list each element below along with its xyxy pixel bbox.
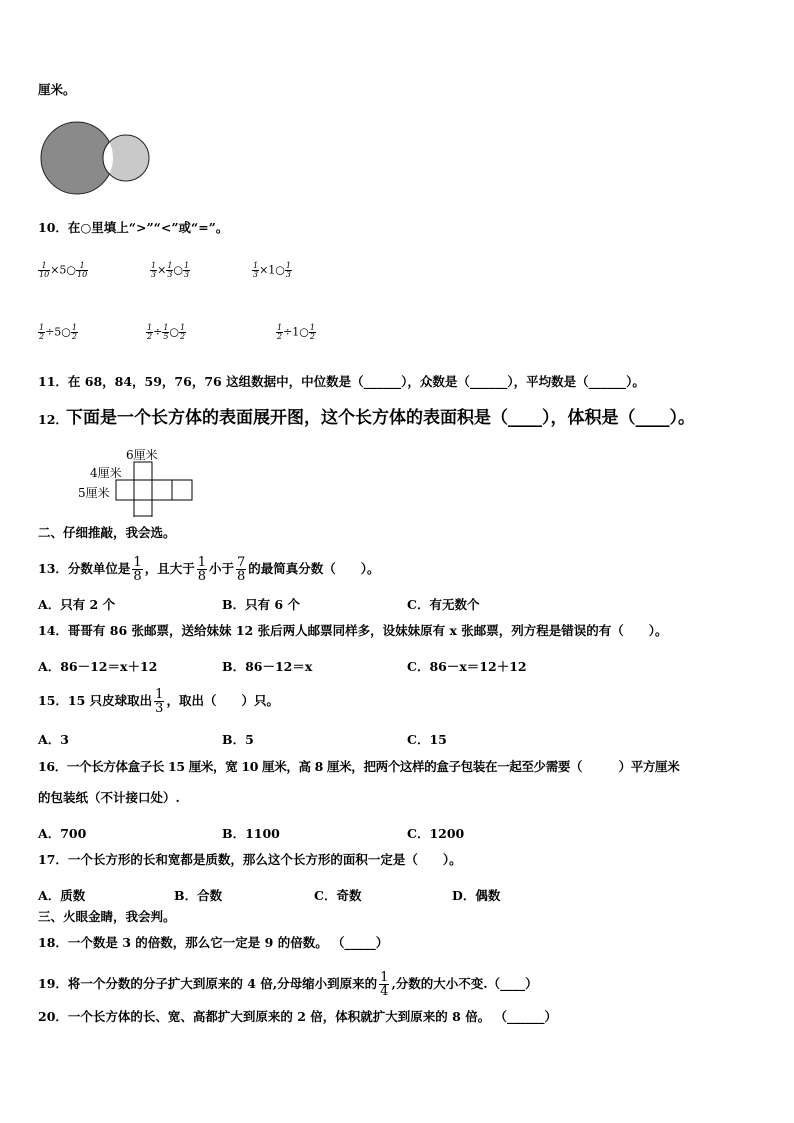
q16-line-1: 16．一个长方体盒子长 15 厘米，宽 10 厘米，高 8 厘米，把两个这样的盒子包装在一起至少需要（ ）平方厘米 xyxy=(38,759,680,774)
q16-option-a[interactable]: A．700 xyxy=(38,826,87,841)
q18: 18．一个数是 3 的倍数，那么它一定是 9 的倍数。 （_____） xyxy=(38,935,389,950)
intro-tail: 厘米。 xyxy=(38,82,76,97)
section-2-heading: 二、仔细推敲，我会选。 xyxy=(38,525,176,540)
q16-option-c[interactable]: C．1200 xyxy=(407,826,465,841)
q17-option-d[interactable]: D．偶数 xyxy=(452,888,501,903)
q10-expr-4: $\frac{1}{2}$ ÷5○ $\frac{1}{2}$ xyxy=(39,323,78,341)
q10-stem: 10．在○里填上“>”“<”或“=”。 xyxy=(38,220,229,235)
q11: 11．在 68，84，59，76，76 这组数据中，中位数是（______），众数是（______），平均数是（______）。 xyxy=(38,374,645,389)
q10-expr-1: $\frac{1}{10}$ ×5○ $\frac{1}{10}$ xyxy=(39,261,88,279)
q14-option-a[interactable]: A．86－12＝x＋12 xyxy=(38,659,158,674)
q12-number: 12． xyxy=(38,412,68,427)
q13-option-a[interactable]: A．只有 2 个 xyxy=(38,597,116,612)
q17-option-b[interactable]: B．合数 xyxy=(174,888,223,903)
q10-expr-5: $\frac{1}{2}$ ÷ $\frac{1}{5}$ ○ $\frac{1}{2}$ xyxy=(147,323,186,341)
q14-option-b[interactable]: B．86－12＝x xyxy=(222,659,313,674)
q10-expr-3: $\frac{1}{3}$ ×1○ $\frac{1}{3}$ xyxy=(253,261,292,279)
large-circle xyxy=(41,122,113,194)
q13-stem: 13．分数单位是 $\frac{1}{8}$ ，且大于 $\frac{1}{8}$ 小于 $\frac{7}{8}$ 的最简真分数（ ）。 xyxy=(38,555,380,584)
q14-option-c[interactable]: C．86－x＝12＋12 xyxy=(407,659,527,674)
label-5cm: 5厘米 xyxy=(78,486,110,500)
q10-expr-6: $\frac{1}{2}$ ÷1○ $\frac{1}{2}$ xyxy=(277,323,316,341)
q13-option-b[interactable]: B．只有 6 个 xyxy=(222,597,300,612)
q15-option-b[interactable]: B．5 xyxy=(222,732,254,747)
q17-stem: 17．一个长方形的长和宽都是质数，那么这个长方形的面积一定是（ ）。 xyxy=(38,852,462,867)
q17-option-a[interactable]: A．质数 xyxy=(38,888,86,903)
q15-stem: 15．15 只皮球取出 $\frac{1}{3}$ ，取出（ ）只。 xyxy=(38,687,279,716)
circles-figure xyxy=(40,118,155,198)
q17-option-c[interactable]: C．奇数 xyxy=(314,888,362,903)
q16-line-2: 的包装纸（不计接口处）. xyxy=(38,790,180,805)
q12-text: 下面是一个长方体的表面展开图，这个长方体的表面积是（____），体积是（____）。 xyxy=(66,408,695,428)
section-3-heading: 三、火眼金睛，我会判。 xyxy=(38,909,176,924)
q15-option-c[interactable]: C．15 xyxy=(407,732,447,747)
q19-stem: 19．将一个分数的分子扩大到原来的 4 倍,分母缩小到原来的 $\frac{1}{4}$ ,分数的大小不变.（____） xyxy=(38,970,538,999)
q15-option-a[interactable]: A．3 xyxy=(38,732,69,747)
q12-net-figure xyxy=(76,446,206,518)
q20: 20．一个长方体的长、宽、高都扩大到原来的 2 倍，体积就扩大到原来的 8 倍。 （______） xyxy=(38,1009,558,1024)
label-4cm: 4厘米 xyxy=(90,466,122,480)
q10-expr-2: $\frac{1}{3}$ × $\frac{1}{3}$ ○ $\frac{1}{3}$ xyxy=(151,261,190,279)
label-6cm: 6厘米 xyxy=(126,448,158,462)
q13-option-c[interactable]: C．有无数个 xyxy=(407,597,480,612)
q14-stem: 14．哥哥有 86 张邮票，送给妹妹 12 张后两人邮票同样多，设妹妹原有 x 张邮票，列方程是错误的有（ ）。 xyxy=(38,623,668,638)
q16-option-b[interactable]: B．1100 xyxy=(222,826,280,841)
